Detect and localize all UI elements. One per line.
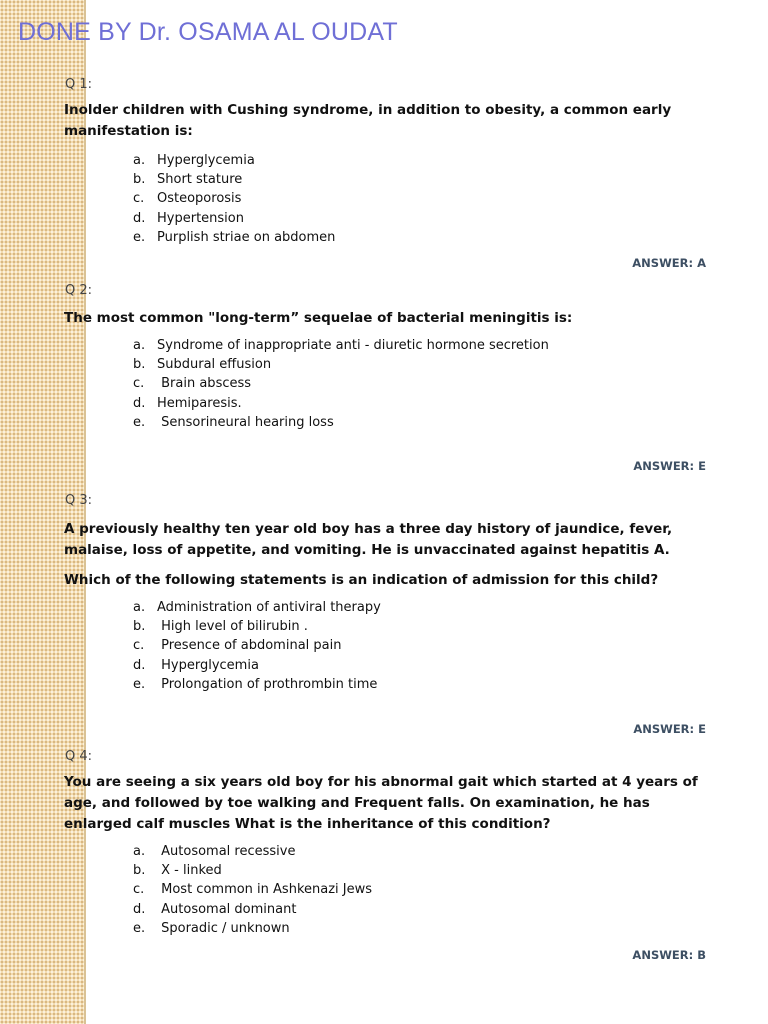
option-item: a. Administration of antiviral therapy (133, 600, 381, 615)
side-strip-border (84, 0, 86, 1024)
option-item: b. Short stature (133, 172, 243, 188)
option-item: a. Autosomal recessive (133, 844, 296, 859)
option-item: e. Sensorineural hearing loss (133, 414, 334, 430)
option-item: e. Sporadic / unknown (133, 920, 290, 936)
option-item: c. Brain abscess (133, 376, 252, 392)
option-item: c. Presence of abdominal pain (133, 638, 342, 654)
option-item: d. Hyperglycemia (133, 657, 259, 673)
option-item: b. High level of bilirubin . (133, 619, 308, 635)
option-list (133, 336, 549, 432)
question-number: Q 3: (65, 493, 93, 508)
option-list (133, 842, 372, 938)
option-item: b. X - linked (133, 863, 222, 879)
question-stem: Which of the following statements is an indication of admission for this child? (64, 572, 659, 588)
option-item: d. Hemiparesis. (133, 395, 242, 411)
option-item: c. Most common in Ashkenazi Jews (133, 882, 373, 898)
question-stem: Inolder children with Cushing syndrome, in addition to obesity, a common early manifestation is: (64, 102, 672, 139)
question-stem: You are seeing a six years old boy for his abnormal gait which started at 4 years of age, and followed by toe walking and Frequent falls. On examination, he has enlarged calf muscles What is the inheritance of this condition? (64, 774, 698, 832)
answer-label: ANSWER: B (632, 948, 706, 962)
question-stem: The most common "long-term” sequelae of bacterial meningitis is: (64, 310, 573, 326)
answer-label: ANSWER: E (633, 722, 706, 736)
option-item: e. Prolongation of prothrombin time (133, 676, 378, 692)
answer-label: ANSWER: A (632, 256, 706, 270)
decorative-side-strip (0, 0, 86, 1024)
option-item: c. Osteoporosis (133, 191, 242, 207)
answer-label: ANSWER: E (633, 459, 706, 473)
page-title: DONE BY Dr. OSAMA AL OUDAT (18, 18, 398, 46)
option-item: a. Syndrome of inappropriate anti - diuretic hormone secretion (133, 338, 549, 353)
question-stem: A previously healthy ten year old boy has a three day history of jaundice, fever, malaise, loss of appetite, and vomiting. He is unvaccinated against hepatitis A. (64, 521, 673, 558)
option-item: e. Purplish striae on abdomen (133, 229, 336, 245)
option-item: a. Hyperglycemia (133, 153, 255, 168)
question-number: Q 1: (65, 77, 93, 92)
option-item: b. Subdural effusion (133, 357, 272, 373)
option-list (133, 598, 381, 694)
option-item: d. Hypertension (133, 210, 244, 226)
question-number: Q 4: (65, 749, 93, 764)
option-item: d. Autosomal dominant (133, 901, 297, 917)
option-list (133, 151, 335, 247)
question-number: Q 2: (65, 283, 93, 298)
